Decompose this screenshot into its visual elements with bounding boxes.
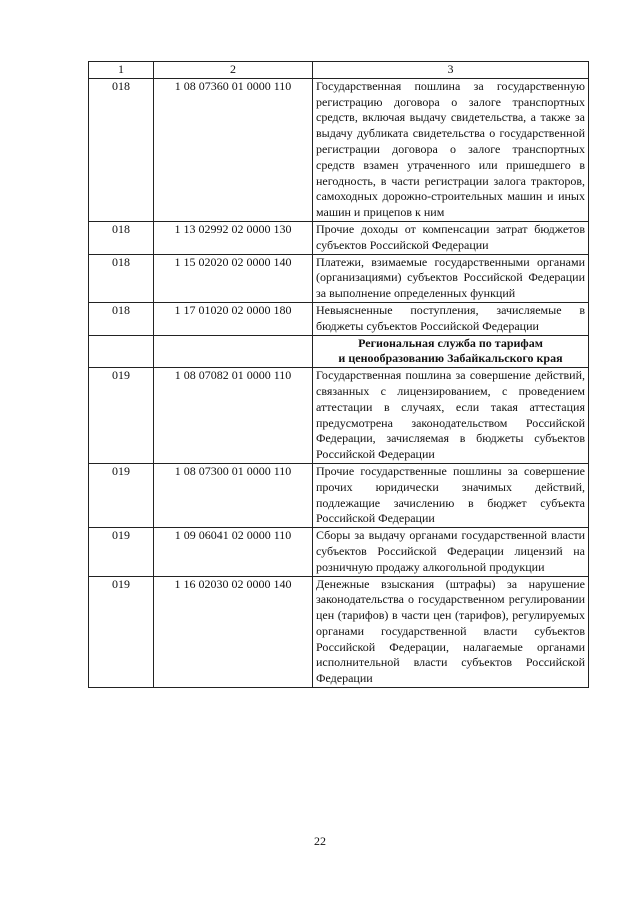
admin-code: 019 bbox=[89, 576, 154, 688]
header-col-3: 3 bbox=[313, 62, 589, 79]
table-row bbox=[89, 302, 589, 335]
table-row bbox=[89, 78, 589, 221]
admin-code: 019 bbox=[89, 463, 154, 527]
section-empty-cell-2 bbox=[154, 335, 313, 368]
revenue-name: Прочие государственные пошлины за совершение прочих юридически значимых действий, подлежащие зачислению в бюджет субъекта Российской Федерации bbox=[313, 463, 589, 527]
admin-code: 018 bbox=[89, 302, 154, 335]
revenue-code: 1 08 07300 01 0000 110 bbox=[154, 463, 313, 527]
revenue-name: Государственная пошлина за государственную регистрацию договора о залоге транспортных средств, включая выдачу свидетельства, а также за выдачу дубликата свидетельства о государственной регистрации договора о залоге транспортных средств взамен утраченного или пришедшего в негодность, в части регистрации залога тракторов, самоходных дорожно-строительных машин и иных машин и прицепов к ним bbox=[313, 78, 589, 221]
table-row bbox=[89, 576, 589, 688]
admin-code: 018 bbox=[89, 221, 154, 254]
section-title-line-2: и ценообразованию Забайкальского края bbox=[338, 351, 563, 366]
revenue-code: 1 09 06041 02 0000 110 bbox=[154, 528, 313, 576]
revenue-name: Государственная пошлина за совершение действий, связанных с лицензированием, с проведением аттестации в случаях, если такая аттестация предусмотрена законодательством Российской Федерации, зачисляемая в бюджеты субъектов Российской Федерации bbox=[313, 368, 589, 464]
table-row bbox=[89, 254, 589, 302]
revenue-code: 1 15 02020 02 0000 140 bbox=[154, 254, 313, 302]
admin-code: 019 bbox=[89, 528, 154, 576]
section-title-line-1: Региональная служба по тарифам bbox=[358, 335, 543, 350]
admin-code: 019 bbox=[89, 368, 154, 464]
section-title bbox=[313, 335, 589, 368]
table-row bbox=[89, 463, 589, 527]
revenue-code: 1 08 07082 01 0000 110 bbox=[154, 368, 313, 464]
revenue-name: Сборы за выдачу органами государственной власти субъектов Российской Федерации лицензий на розничную продажу алкогольной продукции bbox=[313, 528, 589, 576]
revenue-code: 1 08 07360 01 0000 110 bbox=[154, 78, 313, 221]
header-col-2: 2 bbox=[154, 62, 313, 79]
revenue-name: Прочие доходы от компенсации затрат бюджетов субъектов Российской Федерации bbox=[313, 221, 589, 254]
page-number: 22 bbox=[314, 834, 326, 848]
revenue-name: Денежные взыскания (штрафы) за нарушение законодательства о государственном регулировании цен (тарифов) в части цен (тарифов), регулируемых органами государственной власти субъектов Российской Федерации, налагаемые органами исполнительной власти субъектов Российской Федерации bbox=[313, 576, 589, 688]
section-empty-cell-1 bbox=[89, 335, 154, 368]
revenue-code: 1 16 02030 02 0000 140 bbox=[154, 576, 313, 688]
table-row bbox=[89, 221, 589, 254]
table-row bbox=[89, 368, 589, 464]
revenue-name: Невыясненные поступления, зачисляемые в бюджеты субъектов Российской Федерации bbox=[313, 302, 589, 335]
budget-revenue-table bbox=[88, 61, 589, 688]
section-header-row bbox=[89, 335, 589, 368]
admin-code: 018 bbox=[89, 78, 154, 221]
revenue-name: Платежи, взимаемые государственными органами (организациями) субъектов Российской Федерации за выполнение определенных функций bbox=[313, 254, 589, 302]
header-col-1: 1 bbox=[89, 62, 154, 79]
table-row bbox=[89, 528, 589, 576]
revenue-code: 1 13 02992 02 0000 130 bbox=[154, 221, 313, 254]
revenue-code: 1 17 01020 02 0000 180 bbox=[154, 302, 313, 335]
table-header-row bbox=[89, 62, 589, 79]
admin-code: 018 bbox=[89, 254, 154, 302]
